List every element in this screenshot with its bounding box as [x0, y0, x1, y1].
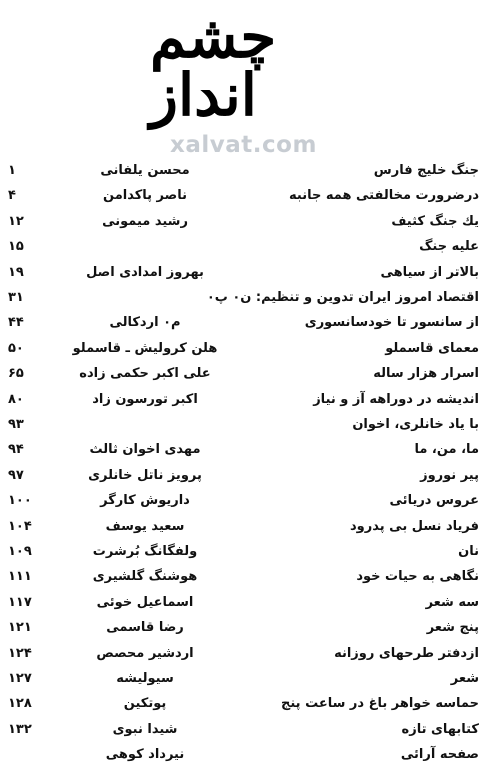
toc-row [0, 719, 487, 741]
toc-page-number: ۹۷ [8, 467, 24, 483]
toc-article-title: کتابهای تازه [401, 721, 479, 737]
toc-row [0, 693, 487, 715]
toc-page-number: ۴ [8, 188, 16, 204]
toc-page-number: ۵۰ [8, 340, 24, 356]
toc-page-number: ۱۱۱ [8, 569, 32, 585]
toc-author: اردشیر محصص [96, 645, 194, 661]
toc-row [0, 312, 487, 334]
toc-article-title: درضرورت مخالفتی همه جانبه [289, 188, 479, 204]
toc-row [0, 439, 487, 461]
toc-author: هوشنگ گلشیری [92, 569, 198, 585]
toc-page-number: ۱۲۸ [8, 696, 32, 712]
toc-row [0, 617, 487, 639]
toc-page-number: ۱۹ [8, 264, 24, 280]
toc-page-number: ۱۲۱ [8, 620, 32, 636]
toc-page-number: ۴۴ [8, 315, 24, 331]
toc-article-title: حماسه خواهر باغ در ساعت پنج [280, 696, 479, 712]
toc-row [0, 414, 487, 436]
toc-author: علی اکبر حکمی زاده [79, 366, 211, 382]
magazine-title-calligraphy: چشم انداز [150, 3, 277, 129]
toc-page-number: ۳۱ [8, 290, 24, 305]
toc-page-number: ۱۰۴ [8, 518, 32, 534]
toc-page-number: ۸۰ [8, 391, 24, 407]
toc-author: مهدی اخوان ثالث [89, 442, 201, 458]
toc-author: بهروز امدادی اصل [86, 264, 204, 280]
toc-row [0, 541, 487, 563]
toc-article-title: معمای قاسملو [385, 340, 479, 356]
toc-article-title: پیر نوروز [420, 467, 479, 483]
toc-row [0, 211, 487, 233]
toc-row [0, 465, 487, 487]
toc-article-title: جنگ خلیج فارس [373, 163, 479, 178]
toc-article-title: نان [458, 544, 479, 559]
toc-author: هلن کرولیش ـ قاسملو [72, 340, 218, 356]
toc-author: م٠ اردکالی [109, 315, 181, 331]
toc-author: رشید میمونی [102, 213, 188, 229]
toc-article-title: بالاتر از سیاهی [380, 264, 479, 280]
toc-article-title: علیه جنگ [419, 239, 479, 255]
toc-row [0, 668, 487, 690]
toc-article-title: ازدفتر طرحهای روزانه [334, 645, 479, 661]
toc-row [0, 643, 487, 665]
toc-row [0, 160, 487, 182]
toc-article-title: از سانسور تا خودسانسوری [304, 315, 479, 331]
toc-row [0, 744, 487, 766]
toc-row [0, 338, 487, 360]
toc-row [0, 389, 487, 411]
toc-article-title: فریاد نسل بی پدرود [350, 518, 479, 534]
toc-author: ولفگانگ بُرشرت [92, 544, 198, 559]
toc-page-number: ۱ [8, 163, 16, 178]
toc-article-title: اندیشه در دوراهه آز و نیاز [313, 391, 479, 407]
toc-article-title: عروس دریائی [389, 493, 479, 509]
toc-article-title: با یاد خانلری، اخوان [352, 417, 479, 432]
toc-author: داریوش کارگر [100, 493, 190, 509]
toc-row [0, 592, 487, 614]
toc-author: شیدا نبوی [112, 721, 178, 737]
toc-author: سیولیشه [116, 671, 174, 686]
watermark: xalvat.com [170, 132, 317, 158]
toc-article-title: اقتصاد امروز ایران تدوین و تنظیم: ن٠ پ٠ [206, 290, 479, 305]
toc-author: اکبر تورسون زاد [92, 391, 198, 407]
toc-author: نیرداد کوهی [105, 747, 185, 763]
toc-article-title: یك جنگ كثیف [391, 213, 479, 229]
toc-author: محسن یلفانی [100, 163, 190, 178]
toc-article-title: سه شعر [425, 594, 479, 610]
toc-author: رضا قاسمی [106, 620, 184, 636]
toc-page-number: ۱۱۷ [8, 594, 32, 610]
toc-row [0, 363, 487, 385]
toc-author: پوتکین [123, 696, 167, 712]
toc-page-number: ۱۲۷ [8, 671, 32, 686]
toc-page-number: ۹۴ [8, 442, 24, 458]
toc-page-number: ۱۰۹ [8, 544, 32, 559]
toc-row [0, 236, 487, 258]
toc-article-title: صفحه آرائی [400, 747, 479, 763]
toc-author: پرویز ناتل خانلری [88, 467, 202, 483]
toc-article-title: پنج شعر [426, 620, 479, 636]
toc-author: ناصر پاکدامن [103, 188, 187, 204]
toc-row [0, 516, 487, 538]
toc-page-number: ۱۰۰ [8, 493, 32, 509]
toc-row [0, 185, 487, 207]
toc-author: اسماعیل خوئی [96, 594, 194, 610]
toc-page-number: ۱۲ [8, 213, 24, 229]
toc-article-title: نگاهی به حیات خود [356, 569, 479, 585]
toc-article-title: شعر [450, 671, 479, 686]
toc-page-number: ۱۲۴ [8, 645, 32, 661]
toc-row [0, 262, 487, 284]
toc-row [0, 490, 487, 512]
toc-page-number: ۹۳ [8, 417, 24, 432]
toc-row [0, 287, 487, 309]
toc-row [0, 566, 487, 588]
masthead [0, 0, 487, 129]
toc-page-number: ۱۳۲ [8, 721, 32, 737]
toc-article-title: ما، من، ما [414, 442, 479, 458]
toc-page-number: ۱۵ [8, 239, 24, 255]
toc-article-title: اسرار هزار ساله [373, 366, 479, 382]
toc-page-number: ۶۵ [8, 366, 24, 382]
toc-author: سعید یوسف [105, 518, 185, 534]
